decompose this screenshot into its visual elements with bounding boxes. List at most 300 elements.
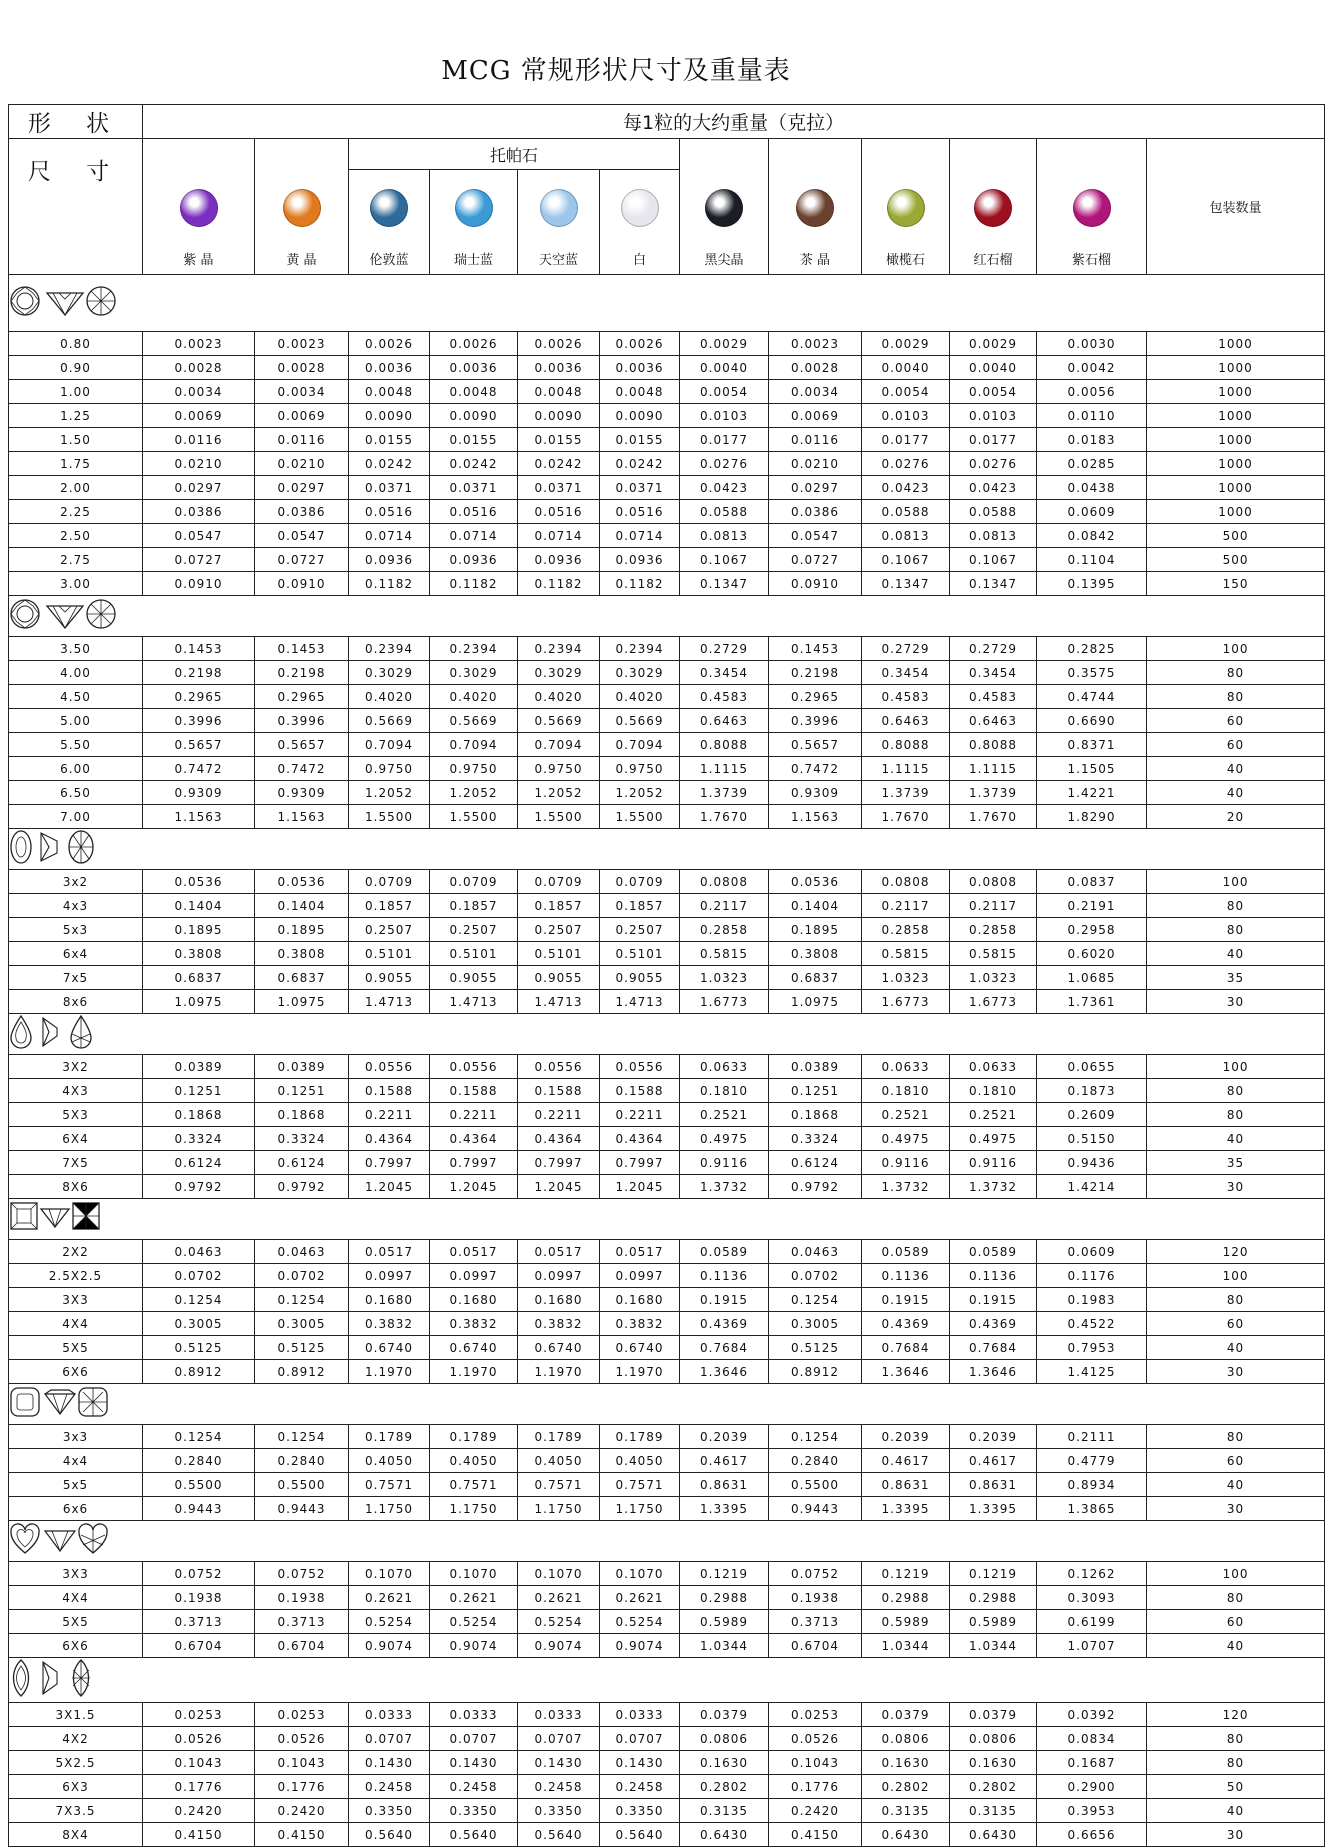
pack-cell: 40 — [1147, 1127, 1325, 1151]
weight-cell: 0.0371 — [430, 476, 518, 500]
weight-cell: 0.0536 — [143, 870, 255, 894]
stone-name: 茶 晶 — [799, 253, 831, 268]
weight-cell: 0.9074 — [349, 1634, 430, 1658]
pack-cell: 1000 — [1147, 428, 1325, 452]
weight-cell: 0.1588 — [600, 1079, 680, 1103]
pack-cell: 80 — [1147, 894, 1325, 918]
weight-cell: 0.5254 — [430, 1610, 518, 1634]
weight-cell: 0.5254 — [518, 1610, 600, 1634]
shape-separator-row — [9, 1014, 1325, 1055]
weight-cell: 0.6020 — [1037, 942, 1147, 966]
weight-cell: 0.1453 — [143, 637, 255, 661]
weight-cell: 0.1630 — [680, 1751, 769, 1775]
weight-cell: 0.5657 — [143, 733, 255, 757]
weight-cell: 0.5125 — [255, 1336, 349, 1360]
pack-cell: 30 — [1147, 1823, 1325, 1847]
weight-cell: 0.2729 — [680, 637, 769, 661]
weight-cell: 0.0714 — [430, 524, 518, 548]
weight-cell: 0.2458 — [518, 1775, 600, 1799]
weight-cell: 0.0210 — [255, 452, 349, 476]
weight-cell: 0.0054 — [950, 380, 1037, 404]
weight-cell: 1.2052 — [430, 781, 518, 805]
weight-cell: 1.3732 — [862, 1175, 950, 1199]
weight-cell: 0.4050 — [518, 1449, 600, 1473]
weight-cell: 1.2045 — [349, 1175, 430, 1199]
size-cell: 3X2 — [9, 1055, 143, 1079]
weight-cell: 0.4369 — [680, 1312, 769, 1336]
weight-cell: 0.7094 — [430, 733, 518, 757]
size-cell: 5.50 — [9, 733, 143, 757]
size-cell: 3x3 — [9, 1425, 143, 1449]
weight-cell: 0.0997 — [349, 1264, 430, 1288]
weight-cell: 0.2988 — [862, 1586, 950, 1610]
stone-header-0 — [143, 139, 255, 275]
stone-name: 瑞士蓝 — [453, 253, 493, 268]
weight-cell: 0.0910 — [769, 572, 862, 596]
weight-cell: 0.3029 — [518, 661, 600, 685]
weight-cell: 1.1970 — [518, 1360, 600, 1384]
weight-cell: 0.0177 — [950, 428, 1037, 452]
weight-cell: 0.9792 — [769, 1175, 862, 1199]
weight-cell: 0.0547 — [143, 524, 255, 548]
pack-cell: 1000 — [1147, 476, 1325, 500]
pack-cell: 40 — [1147, 942, 1325, 966]
size-cell: 5X3 — [9, 1103, 143, 1127]
size-cell: 2.25 — [9, 500, 143, 524]
weight-cell: 0.6740 — [600, 1336, 680, 1360]
weight-cell: 0.5657 — [255, 733, 349, 757]
weight-cell: 0.7953 — [1037, 1336, 1147, 1360]
weight-cell: 1.4125 — [1037, 1360, 1147, 1384]
weight-cell: 1.5500 — [518, 805, 600, 829]
weight-cell: 0.5669 — [430, 709, 518, 733]
weight-cell: 0.2507 — [430, 918, 518, 942]
size-cell: 5X5 — [9, 1610, 143, 1634]
weight-cell: 0.7472 — [255, 757, 349, 781]
weight-cell: 0.2394 — [430, 637, 518, 661]
weight-cell: 0.1857 — [600, 894, 680, 918]
pack-cell: 60 — [1147, 1449, 1325, 1473]
weight-cell: 0.5815 — [862, 942, 950, 966]
weight-cell: 0.0034 — [143, 380, 255, 404]
weight-cell: 1.4713 — [349, 990, 430, 1014]
weight-cell: 0.6740 — [518, 1336, 600, 1360]
pack-cell: 40 — [1147, 1473, 1325, 1497]
weight-cell: 0.0556 — [518, 1055, 600, 1079]
weight-cell: 1.7670 — [862, 805, 950, 829]
weight-cell: 0.0752 — [143, 1562, 255, 1586]
weight-cell: 1.3732 — [950, 1175, 1037, 1199]
weight-cell: 0.0029 — [862, 332, 950, 356]
weight-cell: 0.0116 — [143, 428, 255, 452]
size-cell: 2.75 — [9, 548, 143, 572]
weight-cell: 0.0026 — [349, 332, 430, 356]
table-row — [9, 476, 1325, 500]
weight-cell: 0.1983 — [1037, 1288, 1147, 1312]
weight-cell: 0.1588 — [430, 1079, 518, 1103]
weight-cell: 0.1262 — [1037, 1562, 1147, 1586]
weight-cell: 1.0323 — [680, 966, 769, 990]
pack-cell: 1000 — [1147, 452, 1325, 476]
weight-cell: 1.3646 — [862, 1360, 950, 1384]
gem-swatch-icon — [370, 189, 408, 227]
weight-cell: 0.0702 — [769, 1264, 862, 1288]
weight-cell: 0.6704 — [769, 1634, 862, 1658]
table-row — [9, 1751, 1325, 1775]
weight-cell: 0.0116 — [255, 428, 349, 452]
table-row — [9, 918, 1325, 942]
weight-cell: 0.0813 — [680, 524, 769, 548]
weight-cell: 0.0808 — [862, 870, 950, 894]
size-cell: 3.50 — [9, 637, 143, 661]
weight-cell: 0.0285 — [1037, 452, 1147, 476]
weight-cell: 0.0028 — [255, 356, 349, 380]
weight-cell: 1.3646 — [680, 1360, 769, 1384]
weight-cell: 0.0707 — [518, 1727, 600, 1751]
weight-cell: 0.1219 — [680, 1562, 769, 1586]
weight-cell: 0.0371 — [518, 476, 600, 500]
weight-cell: 0.9116 — [862, 1151, 950, 1175]
weight-cell: 0.2039 — [680, 1425, 769, 1449]
weight-cell: 0.0633 — [950, 1055, 1037, 1079]
weight-cell: 0.1680 — [349, 1288, 430, 1312]
weight-cell: 0.1588 — [349, 1079, 430, 1103]
weight-cell: 1.7670 — [680, 805, 769, 829]
weight-cell: 0.0609 — [1037, 1240, 1147, 1264]
weight-cell: 0.4020 — [600, 685, 680, 709]
weight-cell: 0.1043 — [255, 1751, 349, 1775]
stone-header-2 — [349, 170, 430, 275]
table-row — [9, 1775, 1325, 1799]
table-row — [9, 1449, 1325, 1473]
table-row — [9, 356, 1325, 380]
weight-cell: 0.1915 — [950, 1288, 1037, 1312]
weight-cell: 0.6837 — [143, 966, 255, 990]
weight-cell: 0.0386 — [255, 500, 349, 524]
weight-cell: 0.0110 — [1037, 404, 1147, 428]
weight-cell: 0.2458 — [349, 1775, 430, 1799]
weight-cell: 0.2802 — [680, 1775, 769, 1799]
table-row — [9, 1562, 1325, 1586]
weight-cell: 0.0090 — [518, 404, 600, 428]
weight-cell: 0.1254 — [255, 1288, 349, 1312]
size-cell: 6x4 — [9, 942, 143, 966]
weight-cell: 0.9750 — [430, 757, 518, 781]
pack-cell: 40 — [1147, 781, 1325, 805]
weight-cell: 0.2039 — [862, 1425, 950, 1449]
weight-cell: 1.3739 — [950, 781, 1037, 805]
oval-shape-icon — [9, 850, 99, 869]
weight-cell: 0.5815 — [950, 942, 1037, 966]
size-cell: 6X3 — [9, 1775, 143, 1799]
weight-cell: 0.2039 — [950, 1425, 1037, 1449]
table-row — [9, 1703, 1325, 1727]
weight-cell: 0.2507 — [518, 918, 600, 942]
shape-separator-row — [9, 1199, 1325, 1240]
pack-cell: 500 — [1147, 548, 1325, 572]
pack-cell: 40 — [1147, 757, 1325, 781]
table-row — [9, 1473, 1325, 1497]
weight-cell: 0.2621 — [349, 1586, 430, 1610]
weight-cell: 0.2111 — [1037, 1425, 1147, 1449]
weight-cell: 0.0813 — [950, 524, 1037, 548]
weight-cell: 0.6199 — [1037, 1610, 1147, 1634]
size-cell: 3X3 — [9, 1562, 143, 1586]
weight-cell: 0.2802 — [862, 1775, 950, 1799]
weight-cell: 0.2117 — [862, 894, 950, 918]
weight-cell: 0.1219 — [950, 1562, 1037, 1586]
stone-header-8 — [862, 139, 950, 275]
pack-cell: 60 — [1147, 1610, 1325, 1634]
weight-cell: 0.0177 — [680, 428, 769, 452]
weight-cell: 0.1938 — [255, 1586, 349, 1610]
weight-cell: 0.0386 — [143, 500, 255, 524]
weight-cell: 0.2988 — [680, 1586, 769, 1610]
weight-cell: 0.2211 — [349, 1103, 430, 1127]
pack-cell: 1000 — [1147, 404, 1325, 428]
weight-cell: 0.0752 — [255, 1562, 349, 1586]
stone-header-10 — [1037, 139, 1147, 275]
weight-cell: 0.7997 — [349, 1151, 430, 1175]
weight-cell: 0.2729 — [862, 637, 950, 661]
shape-separator-row — [9, 829, 1325, 870]
size-cell: 6X6 — [9, 1360, 143, 1384]
weight-cell: 0.1789 — [518, 1425, 600, 1449]
weight-cell: 0.5254 — [600, 1610, 680, 1634]
weight-cell: 0.0036 — [518, 356, 600, 380]
weight-cell: 0.0910 — [255, 572, 349, 596]
weight-cell: 0.1938 — [769, 1586, 862, 1610]
weight-cell: 0.0702 — [143, 1264, 255, 1288]
weight-cell: 1.2052 — [349, 781, 430, 805]
weight-cell: 0.0333 — [518, 1703, 600, 1727]
shape-separator-row — [9, 596, 1325, 637]
weight-cell: 0.0210 — [143, 452, 255, 476]
weight-cell: 0.4364 — [430, 1127, 518, 1151]
weight-cell: 0.0936 — [518, 548, 600, 572]
weight-cell: 0.1070 — [518, 1562, 600, 1586]
weight-cell: 0.2825 — [1037, 637, 1147, 661]
weight-cell: 0.4050 — [349, 1449, 430, 1473]
weight-cell: 0.1219 — [862, 1562, 950, 1586]
stone-name: 紫 晶 — [183, 253, 214, 268]
weight-cell: 1.3732 — [680, 1175, 769, 1199]
pack-cell: 30 — [1147, 1497, 1325, 1521]
weight-cell: 0.1136 — [680, 1264, 769, 1288]
size-cell: 8X6 — [9, 1175, 143, 1199]
weight-cell: 0.2211 — [600, 1103, 680, 1127]
gem-swatch-icon — [1073, 189, 1111, 227]
pack-header: 包装数量 — [1147, 139, 1325, 275]
weight-cell: 0.2117 — [680, 894, 769, 918]
weight-cell: 0.4364 — [600, 1127, 680, 1151]
weight-cell: 0.1254 — [255, 1425, 349, 1449]
weight-cell: 0.0997 — [600, 1264, 680, 1288]
table-row — [9, 1079, 1325, 1103]
weight-cell: 0.1067 — [680, 548, 769, 572]
pack-cell: 80 — [1147, 1727, 1325, 1751]
size-header — [9, 139, 143, 275]
table-row — [9, 1727, 1325, 1751]
weight-cell: 0.1070 — [600, 1562, 680, 1586]
weight-cell: 0.0806 — [950, 1727, 1037, 1751]
weight-cell: 0.0709 — [600, 870, 680, 894]
weight-cell: 0.5640 — [518, 1823, 600, 1847]
weight-cell: 0.0707 — [430, 1727, 518, 1751]
weight-cell: 0.0709 — [430, 870, 518, 894]
weight-cell: 0.0242 — [518, 452, 600, 476]
table-row — [9, 894, 1325, 918]
weight-cell: 0.0026 — [518, 332, 600, 356]
size-cell: 7X3.5 — [9, 1799, 143, 1823]
pack-cell: 80 — [1147, 685, 1325, 709]
shape-separator-row — [9, 1384, 1325, 1425]
weight-cell: 0.5125 — [769, 1336, 862, 1360]
weight-cell: 0.4617 — [680, 1449, 769, 1473]
weight-cell: 0.1895 — [255, 918, 349, 942]
weight-cell: 1.2052 — [518, 781, 600, 805]
table-row — [9, 1240, 1325, 1264]
weight-cell: 0.2900 — [1037, 1775, 1147, 1799]
weight-cell: 0.0048 — [600, 380, 680, 404]
weight-cell: 0.0714 — [349, 524, 430, 548]
table-row — [9, 1823, 1325, 1847]
size-cell: 2X2 — [9, 1240, 143, 1264]
weight-cell: 0.0910 — [143, 572, 255, 596]
weight-cell: 0.0752 — [769, 1562, 862, 1586]
table-row — [9, 709, 1325, 733]
weight-cell: 0.0026 — [430, 332, 518, 356]
stone-header-1 — [255, 139, 349, 275]
weight-cell: 0.1810 — [950, 1079, 1037, 1103]
weight-cell: 0.0029 — [950, 332, 1037, 356]
weight-cell: 0.0023 — [255, 332, 349, 356]
weight-cell: 1.4713 — [600, 990, 680, 1014]
weight-cell: 0.6124 — [143, 1151, 255, 1175]
weight-cell: 0.0517 — [349, 1240, 430, 1264]
table-row — [9, 380, 1325, 404]
weight-cell: 0.1043 — [769, 1751, 862, 1775]
gem-swatch-icon — [180, 189, 218, 227]
size-cell: 4x4 — [9, 1449, 143, 1473]
gem-swatch-icon — [455, 189, 493, 227]
weight-cell: 0.0023 — [143, 332, 255, 356]
weight-cell: 0.0155 — [430, 428, 518, 452]
size-cell: 2.50 — [9, 524, 143, 548]
weight-cell: 0.5989 — [680, 1610, 769, 1634]
stone-name: 白 — [632, 253, 646, 268]
weight-cell: 0.1430 — [349, 1751, 430, 1775]
weight-cell: 0.0808 — [680, 870, 769, 894]
pack-cell: 120 — [1147, 1240, 1325, 1264]
weight-cell: 0.3350 — [600, 1799, 680, 1823]
pack-cell: 100 — [1147, 637, 1325, 661]
weight-cell: 0.5657 — [769, 733, 862, 757]
weight-cell: 0.0423 — [680, 476, 769, 500]
weight-cell: 1.5500 — [600, 805, 680, 829]
weight-cell: 0.9436 — [1037, 1151, 1147, 1175]
weight-cell: 0.0069 — [143, 404, 255, 428]
weight-cell: 0.9443 — [769, 1497, 862, 1521]
weight-cell: 0.5989 — [950, 1610, 1037, 1634]
weight-cell: 0.3350 — [518, 1799, 600, 1823]
weight-cell: 0.0242 — [600, 452, 680, 476]
weight-cell: 0.1347 — [680, 572, 769, 596]
weight-cell: 0.0714 — [600, 524, 680, 548]
weight-cell: 0.0707 — [349, 1727, 430, 1751]
pack-cell: 80 — [1147, 661, 1325, 685]
weight-cell: 0.3953 — [1037, 1799, 1147, 1823]
weight-cell: 0.5101 — [600, 942, 680, 966]
weight-cell: 1.6773 — [862, 990, 950, 1014]
weight-cell: 0.6430 — [950, 1823, 1037, 1847]
size-cell: 7.00 — [9, 805, 143, 829]
weight-cell: 0.4975 — [680, 1127, 769, 1151]
pack-cell: 100 — [1147, 1562, 1325, 1586]
weight-cell: 0.0526 — [143, 1727, 255, 1751]
stone-header-7 — [769, 139, 862, 275]
pack-cell: 1000 — [1147, 332, 1325, 356]
weight-cell: 0.0042 — [1037, 356, 1147, 380]
stone-name: 天空蓝 — [538, 253, 578, 268]
weight-cell: 0.1182 — [518, 572, 600, 596]
shape-separator-row — [9, 1521, 1325, 1562]
weight-cell: 0.0438 — [1037, 476, 1147, 500]
weight-cell: 0.0536 — [769, 870, 862, 894]
pack-cell: 40 — [1147, 1336, 1325, 1360]
weight-cell: 1.1563 — [769, 805, 862, 829]
weight-cell: 0.1810 — [680, 1079, 769, 1103]
weight-cell: 0.1687 — [1037, 1751, 1147, 1775]
weight-cell: 0.0655 — [1037, 1055, 1147, 1079]
weight-cell: 0.1254 — [769, 1288, 862, 1312]
weight-cell: 0.0036 — [430, 356, 518, 380]
round-shape-icon — [9, 304, 119, 323]
weight-cell: 0.0034 — [255, 380, 349, 404]
weight-header: 每1粒的大约重量（克拉） — [143, 105, 1325, 139]
weight-cell: 0.1789 — [430, 1425, 518, 1449]
size-cell: 1.75 — [9, 452, 143, 476]
weight-cell: 0.0297 — [255, 476, 349, 500]
weight-cell: 0.4364 — [349, 1127, 430, 1151]
weight-cell: 0.4050 — [430, 1449, 518, 1473]
pack-cell: 150 — [1147, 572, 1325, 596]
pack-cell: 120 — [1147, 1703, 1325, 1727]
weight-cell: 0.1136 — [950, 1264, 1037, 1288]
weight-cell: 0.0526 — [769, 1727, 862, 1751]
weight-cell: 0.9309 — [143, 781, 255, 805]
weight-cell: 0.4583 — [680, 685, 769, 709]
weight-cell: 0.2198 — [143, 661, 255, 685]
weight-cell: 0.8631 — [680, 1473, 769, 1497]
weight-cell: 0.2521 — [862, 1103, 950, 1127]
weight-cell: 0.1067 — [862, 548, 950, 572]
weight-cell: 0.0034 — [769, 380, 862, 404]
topaz-group-header: 托帕石 — [349, 139, 680, 170]
weight-cell: 0.0040 — [862, 356, 950, 380]
weight-cell: 0.0040 — [680, 356, 769, 380]
table-row — [9, 1610, 1325, 1634]
weight-cell: 0.5500 — [255, 1473, 349, 1497]
weight-cell: 0.3029 — [430, 661, 518, 685]
weight-cell: 0.7472 — [769, 757, 862, 781]
size-header-label: 尺 寸 — [27, 159, 124, 185]
marquise-shape-icon — [9, 1683, 99, 1702]
weight-cell: 0.8088 — [680, 733, 769, 757]
table-row — [9, 524, 1325, 548]
weight-cell: 0.0556 — [430, 1055, 518, 1079]
weight-cell: 0.7997 — [430, 1151, 518, 1175]
